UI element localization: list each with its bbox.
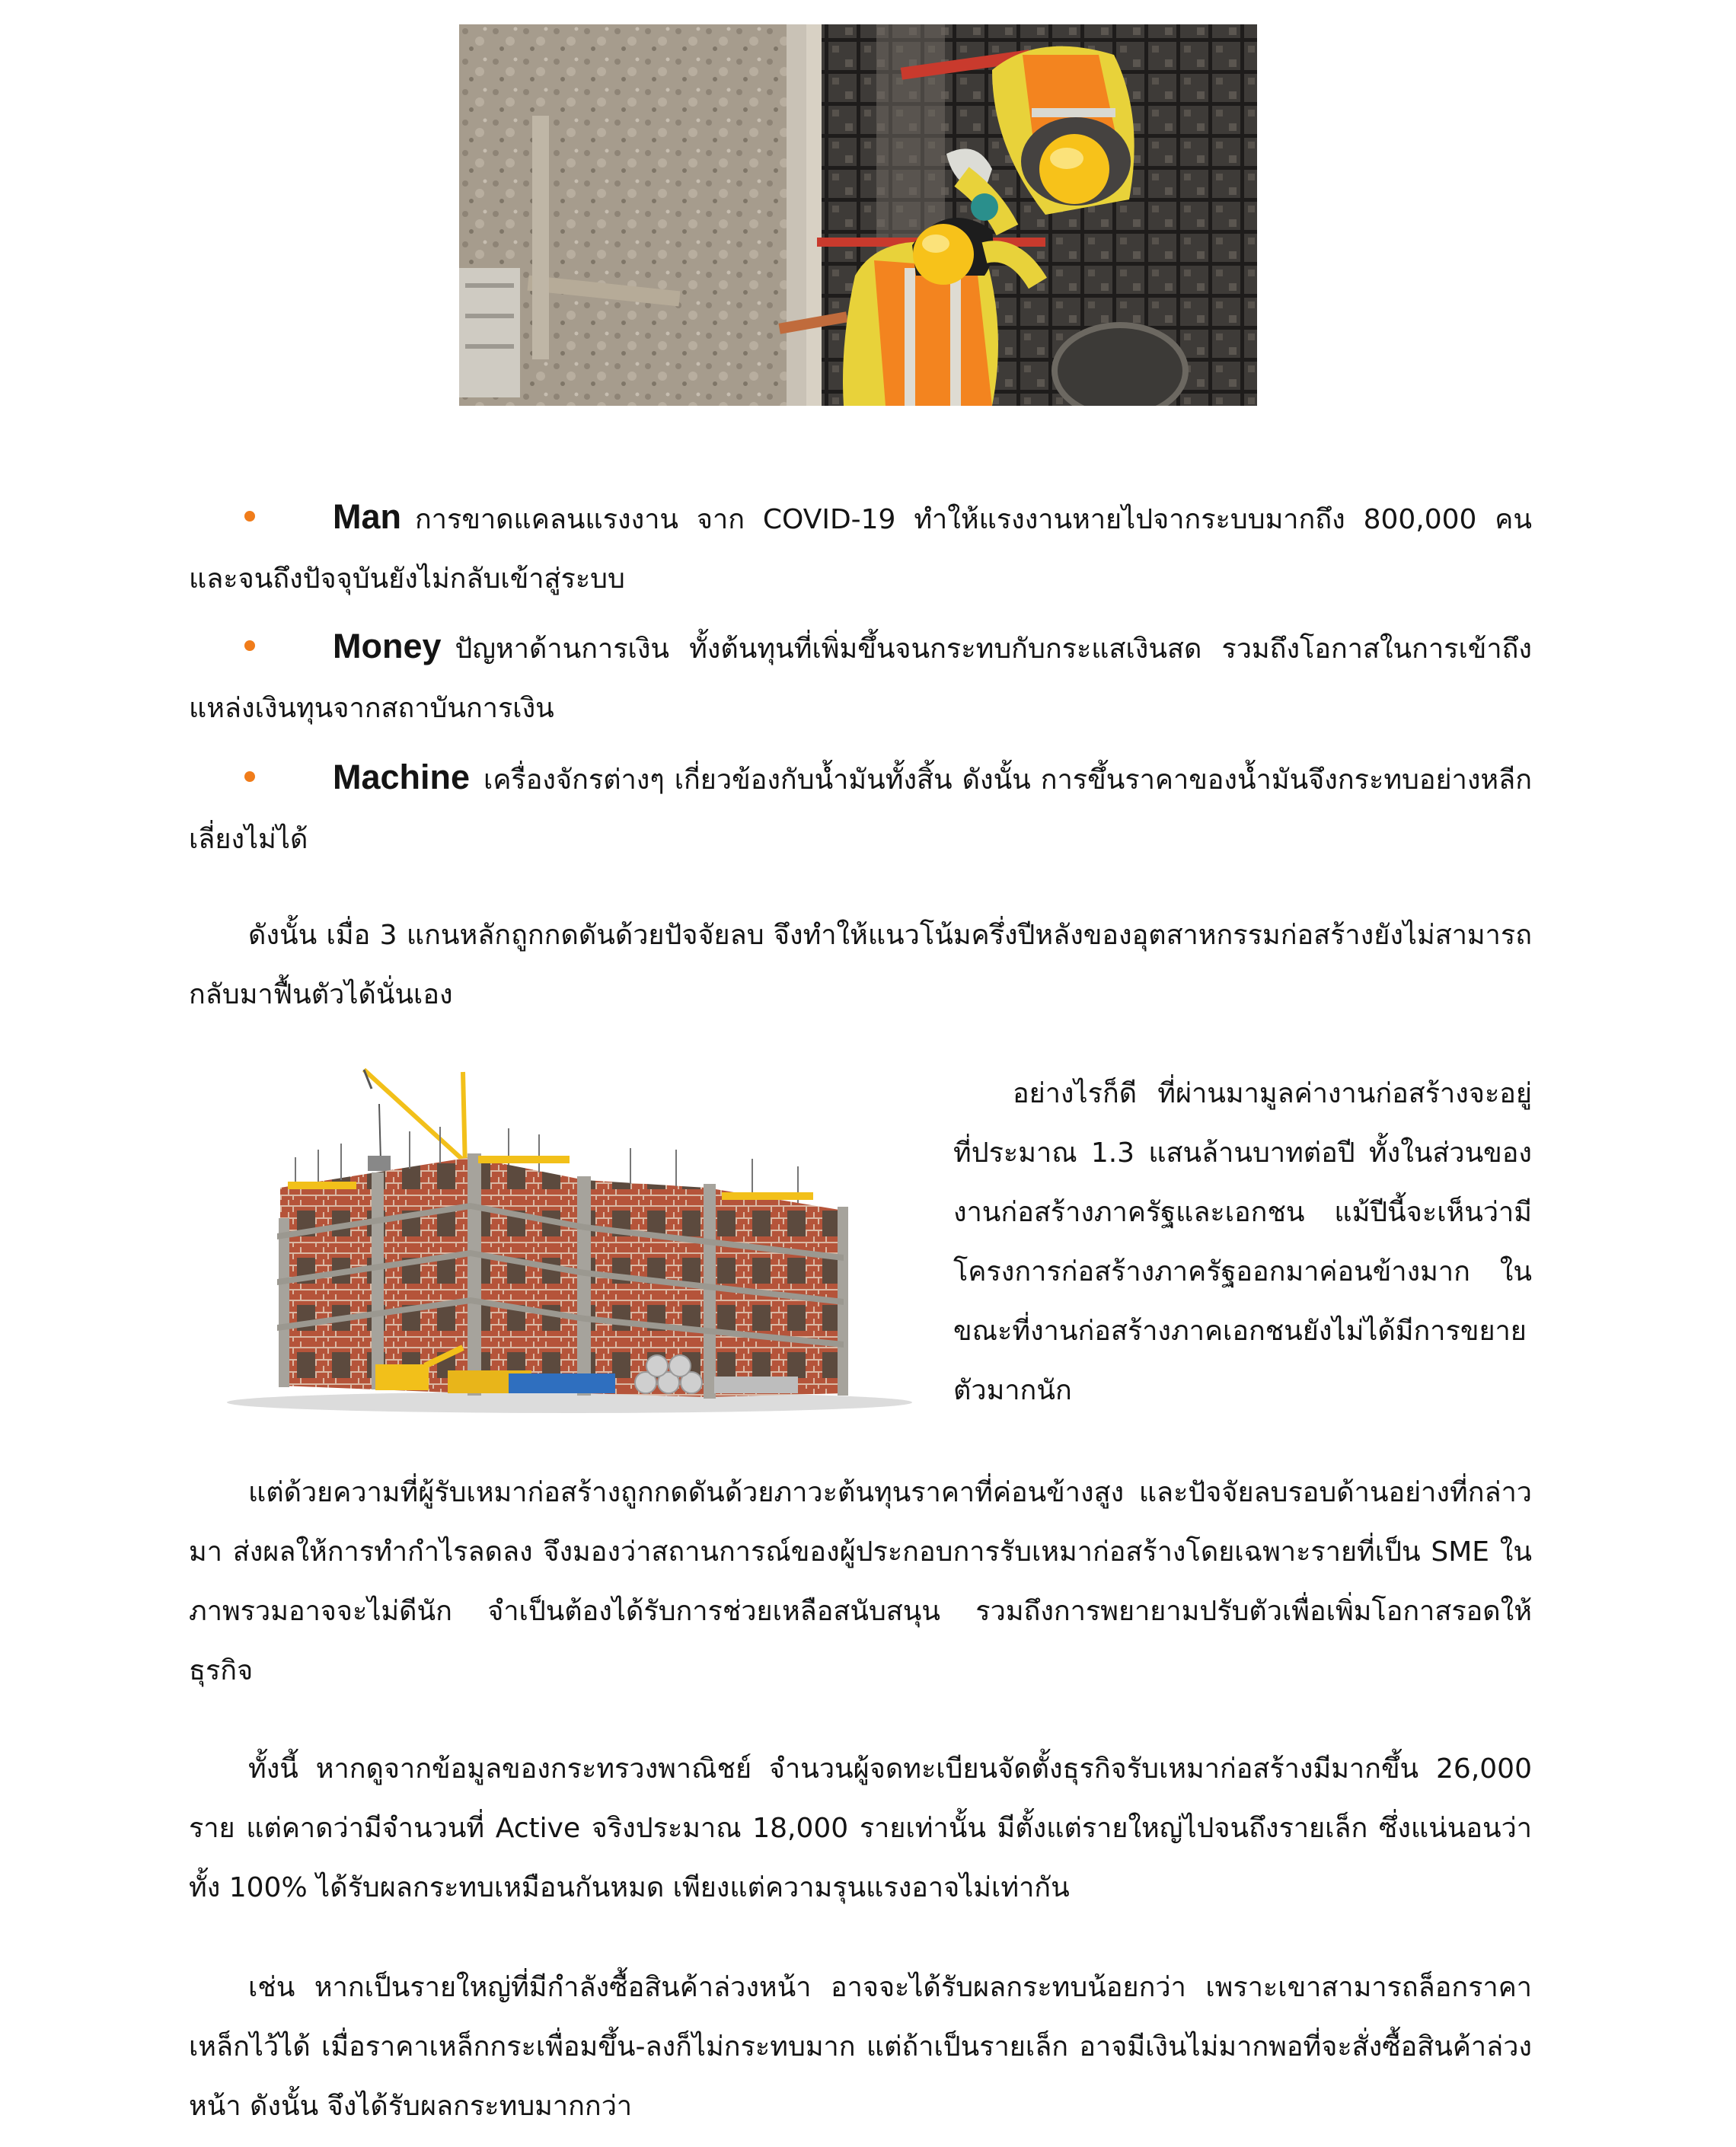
bullet-item-money: [189, 617, 1532, 739]
bullet-key: Machine: [333, 758, 471, 796]
bullet-key: Man: [333, 497, 401, 536]
bullet-text: ปัญหาด้านการเงิน ทั้งต้นทุนที่เพิ่มขึ้นจนกระทบกับกระแสเงินสด รวมถึงโอกาสในการเข้าถึงแหล่งเงินทุนจากสถาบันการเงิน: [189, 633, 1532, 724]
paragraph-registered-contractors: ทั้งนี้ หากดูจากข้อมูลของกระทรวงพาณิชย์ จำนวนผู้จดทะเบียนจัดตั้งธุรกิจรับเหมาก่อสร้างมีมากขึ้น 26,000 ราย แต่คาดว่ามีจำนวนที่ Active จริงประมาณ 18,000 รายเท่านั้น มีตั้งแต่รายใหญ่ไปจนถึงรายเล็ก ซึ่งแน่นอนว่าทั้ง 100% ได้รับผลกระทบเหมือนกันหมด เพียงแต่ความรุนแรงอาจไม่เท่ากัน: [189, 1753, 1532, 1903]
bullet-dot-icon: [244, 771, 255, 782]
bullet-dot-icon: [244, 511, 255, 522]
bullet-text: เครื่องจักรต่างๆ เกี่ยวข้องกับน้ำมันทั้งสิ้น ดังนั้น การขึ้นราคาของน้ำมันจึงกระทบอย่างหลีกเลี่ยงไม่ได้: [189, 764, 1532, 855]
bullet-item-man: [189, 487, 1532, 609]
bullet-item-machine: [189, 748, 1532, 869]
bullet-text: การขาดแคลนแรงงาน จาก COVID-19 ทำให้แรงงานหายไปจากระบบมากถึง 800,000 คน และจนถึงปัจจุบันยังไม่กลับเข้าสู่ระบบ: [189, 504, 1532, 595]
bullet-key: Money: [333, 627, 442, 665]
paragraph-outlook: ดังนั้น เมื่อ 3 แกนหลักถูกกดดันด้วยปัจจัยลบ จึงทำให้แนวโน้มครึ่งปีหลังของอุตสาหกรรมก่อสร้างยังไม่สามารถกลับมาฟื้นตัวได้นั่นเอง: [189, 920, 1532, 1010]
bullet-dot-icon: [244, 640, 255, 651]
paragraph-contractor-pressure: แต่ด้วยความที่ผู้รับเหมาก่อสร้างถูกกดดันด้วยภาวะต้นทุนราคาที่ค่อนข้างสูง และปัจจัยลบรอบด้านอย่างที่กล่าวมา ส่งผลให้การทำกำไรลดลง จึงมองว่าสถานการณ์ของผู้ประกอบการรับเหมาก่อสร้างโดยเฉพาะรายที่เป็น SME ในภาพรวมอาจจะไม่ดีนัก จำเป็นต้องได้รับการช่วยเหลือสนับสนุน รวมถึงการพยายามปรับตัวเพื่อเพิ่มโอกาสรอดให้ธุรกิจ: [189, 1477, 1532, 1686]
building-under-construction-illustration: [219, 1058, 920, 1415]
paragraph-construction-value: อย่างไรก็ดี ที่ผ่านมามูลค่างานก่อสร้างจะอยู่ที่ประมาณ 1.3 แสนล้านบาทต่อปี ทั้งในส่วนของงานก่อสร้างภาครัฐและเอกชน แม้ปีนี้จะเห็นว่ามีโครงการก่อสร้างภาครัฐออกมาค่อนข้างมาก ในขณะที่งานก่อสร้างภาคเอกชนยังไม่ได้มีการขยายตัวมากนัก: [953, 1078, 1532, 1406]
workers-on-rebar-photo: [459, 24, 1257, 406]
paragraph-large-vs-small: เช่น หากเป็นรายใหญ่ที่มีกำลังซื้อสินค้าล่วงหน้า อาจจะได้รับผลกระทบน้อยกว่า เพราะเขาสามารถล็อกราคาเหล็กไว้ได้ เมื่อราคาเหล็กกระเพื่อมขึ้น-ลงก็ไม่กระทบมาก แต่ถ้าเป็นรายเล็ก อาจมีเงินไม่มากพอที่จะสั่งซื้อสินค้าล่วงหน้า ดังนั้น จึงได้รับผลกระทบมากกว่า: [189, 1972, 1532, 2122]
